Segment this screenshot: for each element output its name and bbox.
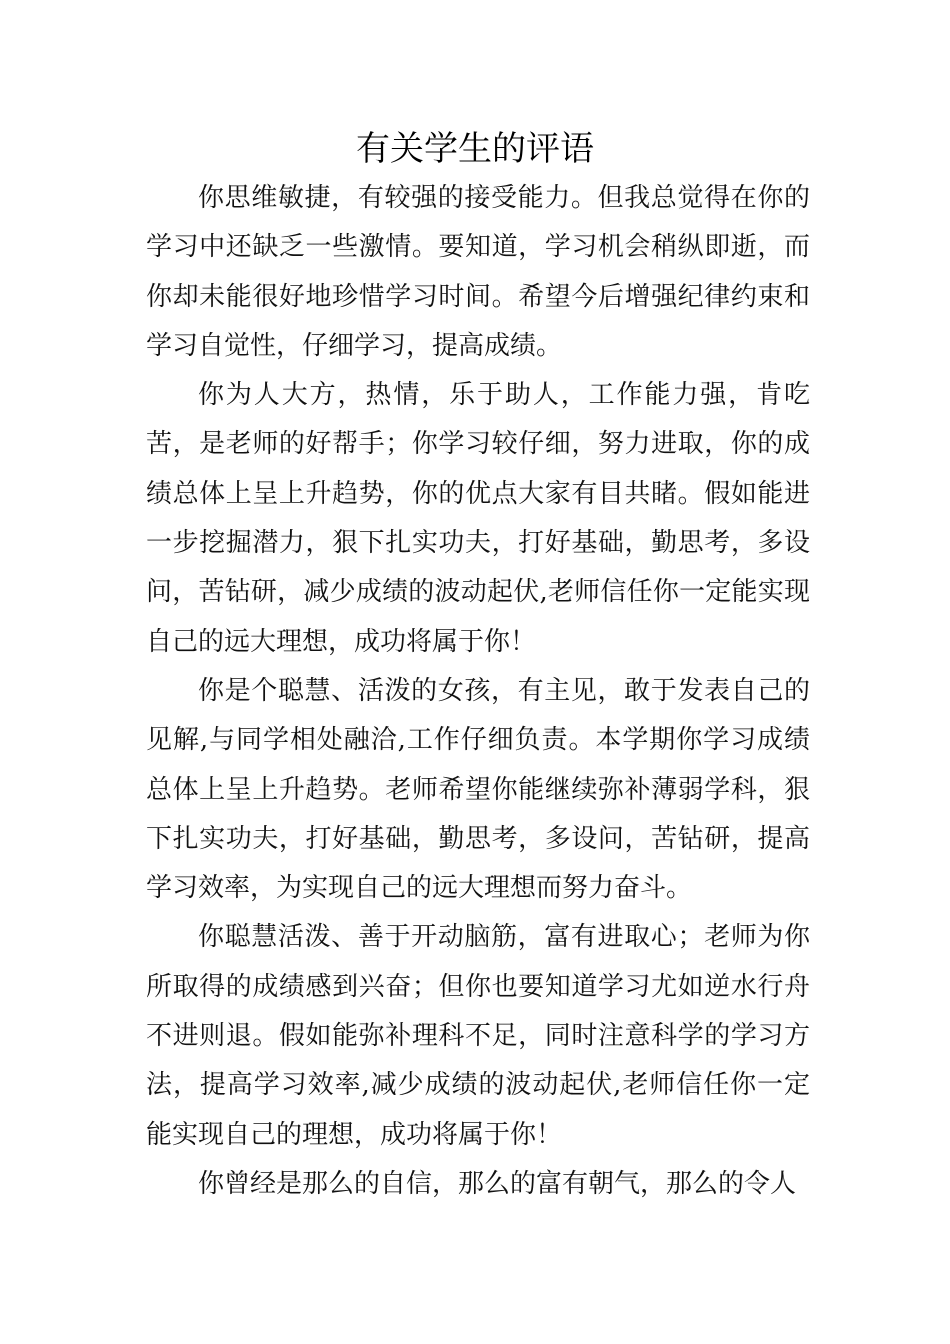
paragraph-2: 你为人大方，热情，乐于助人，工作能力强，肯吃苦，是老师的好帮手；你学习较仔细，努力进取，你的成绩总体上呈上升趋势，你的优点大家有目共睹。假如能进一步挖掘潜力，狠下扎实功夫，打好基础，勤思考，多设问，苦钻研，减少成绩的波动起伏,老师信任你一定能实现自己的远大理想，成功将属于你！ [146,380,810,657]
paragraph-4: 你聪慧活泼、善于开动脑筋，富有进取心；老师为你所取得的成绩感到兴奋；但你也要知道学习尤如逆水行舟不进则退。假如能弥补理科不足，同时注意科学的学习方法，提高学习效率,减少成绩的波动起伏,老师信任你一定能实现自己的理想，成功将属于你！ [146,922,810,1150]
paragraph-5: 你曾经是那么的自信，那么的富有朝气，那么的令人 [198,1168,797,1199]
document-title: 有关学生的评语 [356,129,594,169]
paragraph-3: 你是个聪慧、活泼的女孩，有主见，敢于发表自己的见解,与同学相处融洽,工作仔细负责。本学期你学习成绩总体上呈上升趋势。老师希望你能继续弥补薄弱学科，狠下扎实功夫，打好基础，勤思考，多设问，苦钻研，提高学习效率，为实现自己的远大理想而努力奋斗。 [146,675,810,904]
document-body [146,174,810,1209]
paragraph-1: 你思维敏捷，有较强的接受能力。但我总觉得在你的学习中还缺乏一些激情。要知道，学习机会稍纵即逝，而你却未能很好地珍惜学习时间。希望今后增强纪律约束和学习自觉性，仔细学习，提高成绩。 [146,183,810,361]
